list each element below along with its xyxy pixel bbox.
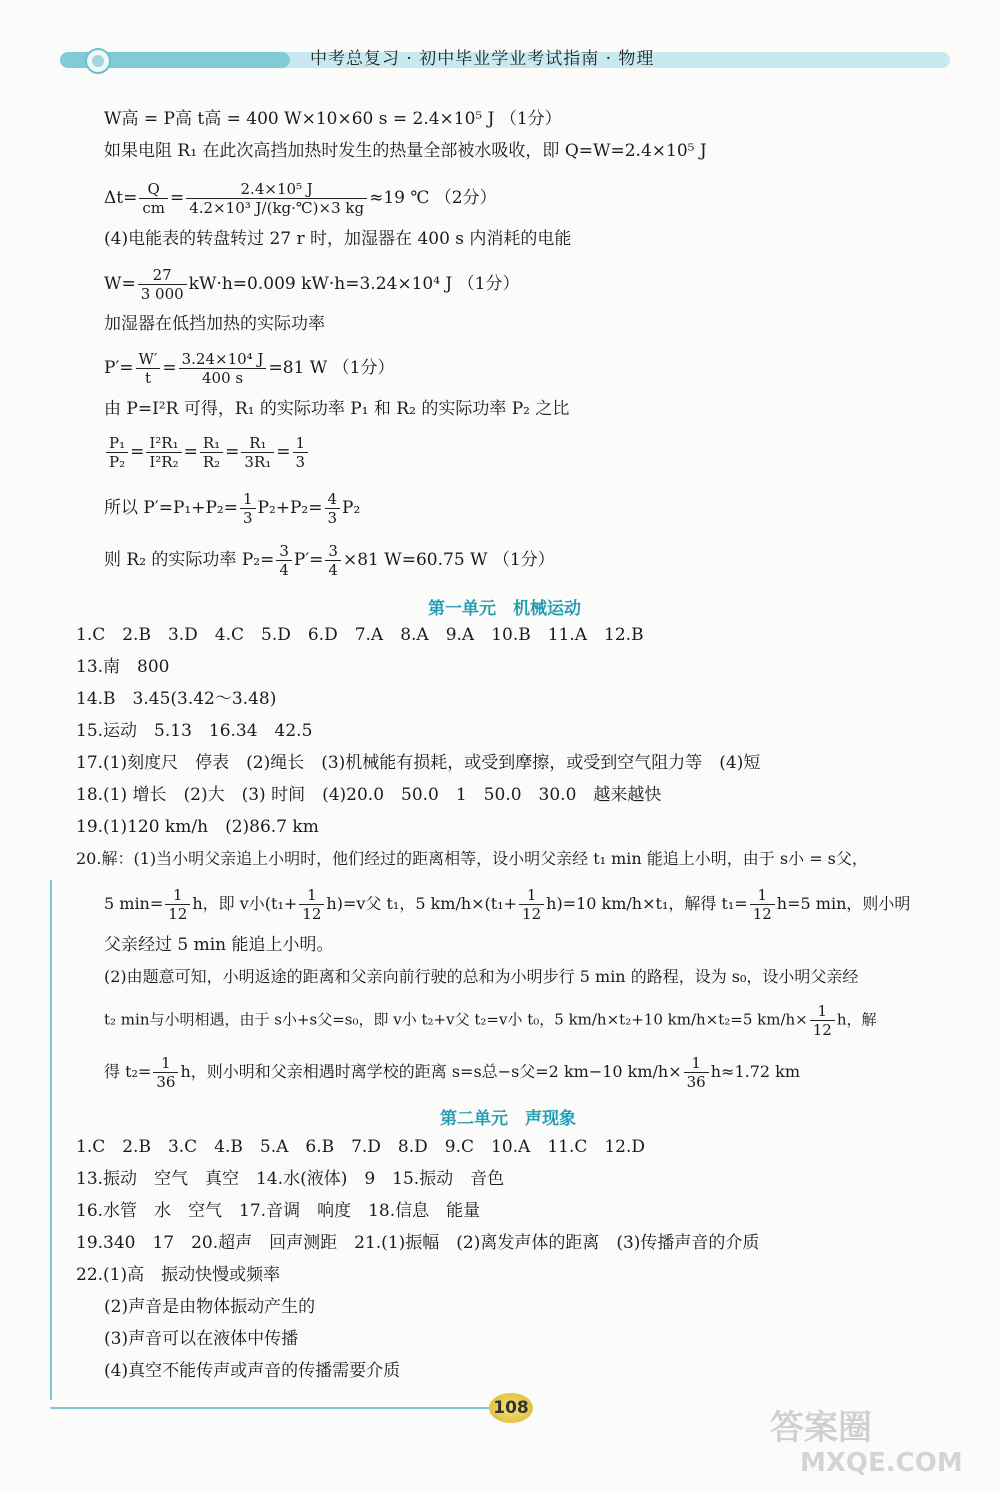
formula-line: W高 = P高 t高 = 400 W×10×60 s = 2.4×10⁵ J （1分） [104,109,562,129]
answer-row: 16.水管 水 空气 17.音调 响度 18.信息 能量 [76,1201,481,1221]
header-title: 中考总复习 · 初中毕业学业考试指南 · 物理 [310,49,655,69]
formula-line: 所以 P′=P₁+P₂= $\frac{1}{3}$ P₂+P₂= $\frac{4}{3}$ P₂ [104,490,361,527]
answer-row: 15.运动 5.13 16.34 42.5 [76,721,313,741]
answer-row: 20.解：(1)当小明父亲追上小明时，他们经过的距离相等，设小明父亲经 t₁ min 能追上小明，由于 s小 = s父， [76,849,868,868]
page-frame-left [50,880,52,1400]
formula-line: W= $\frac{27}{3 000}$ kW·h=0.009 kW·h=3.24×10⁴ J （1分） [104,266,520,303]
answer-row: 22.(1)高 振动快慢或频率 [76,1265,281,1285]
formula-line: $\frac{\text{P₁}}{\text{P₂}}$ = $\frac{\text{I²R₁}}{\text{I²R₂}}$ = $\frac{\text{R₁}}{\text{R₂}}$ = $\frac{\text{R₁}}{\text{3R₁}}$ = $\frac{1}{3}$ [104,434,310,471]
watermark-url: MXQE.COM [800,1448,963,1478]
formula-line: t₂ min与小明相遇，由于 s小+s父=s₀，即 v小 t₂+v父 t₂=v小 t₀，5 km/h×t₂+10 km/h×t₂=5 km/h× $\frac{1}{12}$ h，解 [104,1002,877,1039]
text-line: 如果电阻 R₁ 在此次高挡加热时发生的热量全部被水吸收，即 Q=W=2.4×10⁵ J [104,141,707,161]
answer-row: 19.(1)120 km/h (2)86.7 km [76,817,319,837]
answer-row: 13.南 800 [76,657,170,677]
answer-row: 1.C 2.B 3.C 4.B 5.A 6.B 7.D 8.D 9.C 10.A 11.C 12.D [76,1137,646,1157]
answer-row: 18.(1) 增长 (2)大 (3) 时间 (4)20.0 50.0 1 50.0 30.0 越来越快 [76,785,662,805]
page-frame-bottom [50,1407,490,1409]
text-line: 父亲经过 5 min 能追上小明。 [104,935,334,955]
answer-row: (3)声音可以在液体中传播 [104,1329,299,1349]
formula-line: 5 min= $\frac{1}{12}$ h，即 v小(t₁+ $\frac{1}{12}$ h)=v父 t₁，5 km/h×(t₁+ $\frac{1}{12}$ h)=10 km/h×t₁，解得 t₁= $\frac{1}{12}$ h=5 min，则小明 [104,886,911,923]
text-line: (4)电能表的转盘转过 27 r 时，加湿器在 400 s 内消耗的电能 [104,229,572,249]
formula-line: 则 R₂ 的实际功率 P₂= $\frac{3}{4}$ P′= $\frac{3}{4}$ ×81 W=60.75 W （1分） [104,542,555,579]
page-number: 108 [489,1393,533,1423]
section-title: 第二单元 声现象 [440,1109,576,1129]
text-line: 加湿器在低挡加热的实际功率 [104,314,325,334]
formula-line: 得 t₂= $\frac{1}{36}$ h，则小明和父亲相遇时离学校的距离 s=s总−s父=2 km−10 km/h× $\frac{1}{36}$ h≈1.72 km [104,1054,801,1091]
answer-row: 13.振动 空气 真空 14.水(液体) 9 15.振动 音色 [76,1169,505,1189]
answer-row: 19.340 17 20.超声 回声测距 21.(1)振幅 (2)离发声体的距离 (3)传播声音的介质 [76,1233,760,1253]
answer-row: 1.C 2.B 3.D 4.C 5.D 6.D 7.A 8.A 9.A 10.B 11.A 12.B [76,625,644,645]
formula-line: Δt= $\frac{Q}{cm}$ = $\frac{\text{2.4×10⁵ J}}{\text{4.2×10³ J/(kg·℃)×3 kg}}$ ≈19 ℃ （2分） [104,180,497,217]
answer-row: 14.B 3.45(3.42～3.48) [76,689,277,709]
section-title: 第一单元 机械运动 [428,599,581,619]
watermark-logo: 答案圈 [770,1408,872,1448]
formula-line: P′= $\frac{W'}{t}$ = $\frac{\text{3.24×10⁴ J}}{400 s}$ =81 W （1分） [104,350,395,387]
text-line: (2)由题意可知，小明返途的距离和父亲向前行驶的总和为小明步行 5 min 的路程，设为 s₀，设小明父亲经 [104,967,859,986]
answer-row: (2)声音是由物体振动产生的 [104,1297,316,1317]
answer-row: (4)真空不能传声或声音的传播需要介质 [104,1361,401,1381]
text-line: 由 P=I²R 可得，R₁ 的实际功率 P₁ 和 R₂ 的实际功率 P₂ 之比 [104,399,570,419]
answer-row: 17.(1)刻度尺 停表 (2)绳长 (3)机械能有损耗，或受到摩擦，或受到空气阻力等 (4)短 [76,753,761,773]
